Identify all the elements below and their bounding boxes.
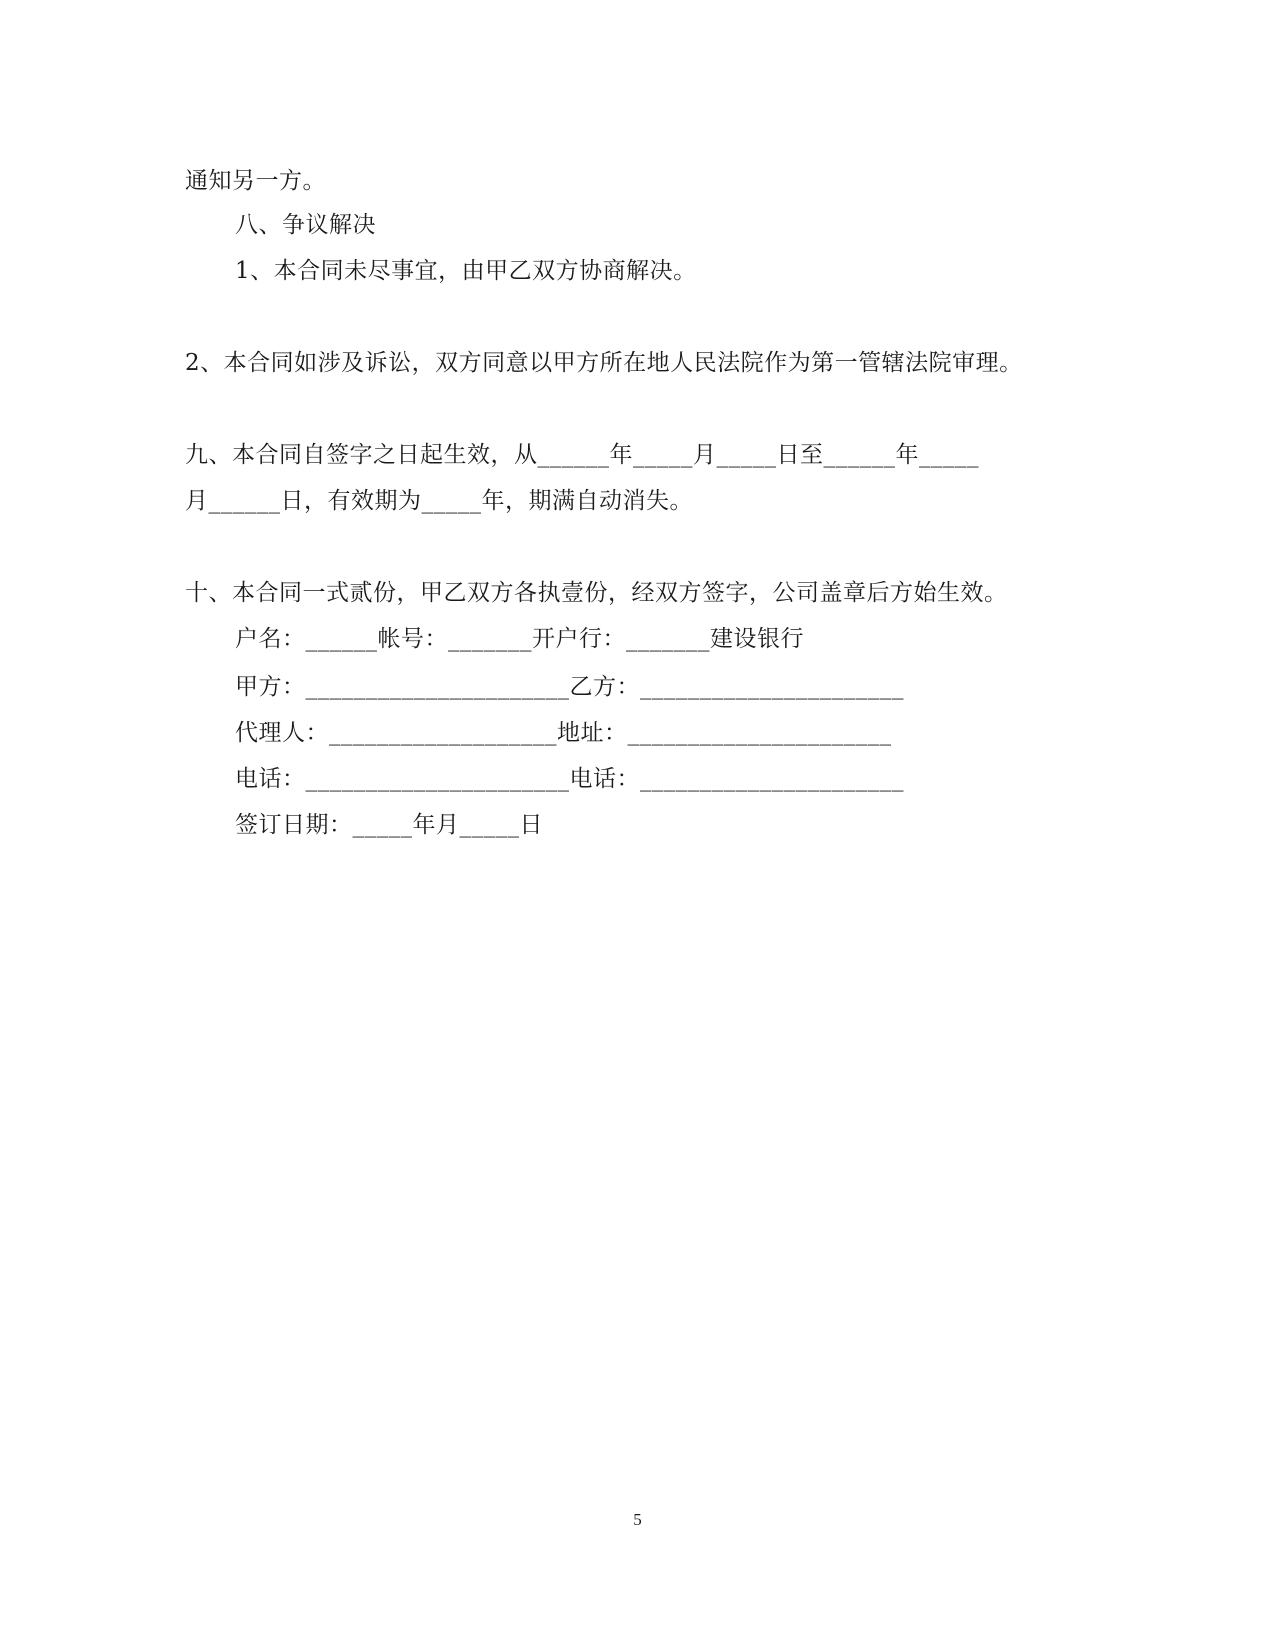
clause-nine-line-1: 九、本合同自签字之日起生效，从______年_____月_____日至______年_____ — [185, 442, 979, 468]
clause-dispute-1: 1、本合同未尽事宜，由甲乙双方协商解决。 — [235, 258, 697, 284]
bank-account-line: 户名：______帐号：_______开户行：_______建设银行 — [235, 626, 804, 652]
text-line-notify: 通知另一方。 — [185, 168, 326, 194]
phone-line: 电话：______________________电话：______________________ — [235, 766, 904, 792]
clause-ten: 十、本合同一式贰份，甲乙双方各执壹份，经双方签字，公司盖章后方始生效。 — [185, 580, 1008, 606]
party-line: 甲方：______________________乙方：______________________ — [235, 674, 904, 700]
section-heading-dispute: 八、争议解决 — [235, 212, 376, 238]
page-number: 5 — [633, 1510, 642, 1529]
clause-nine-line-2: 月______日，有效期为_____年，期满自动消失。 — [185, 488, 693, 514]
clause-dispute-2: 2、本合同如涉及诉讼，双方同意以甲方所在地人民法院作为第一管辖法院审理。 — [185, 350, 1023, 376]
signing-date-line: 签订日期：_____年月_____日 — [235, 812, 543, 838]
agent-address-line: 代理人：___________________地址：______________________ — [235, 720, 892, 746]
